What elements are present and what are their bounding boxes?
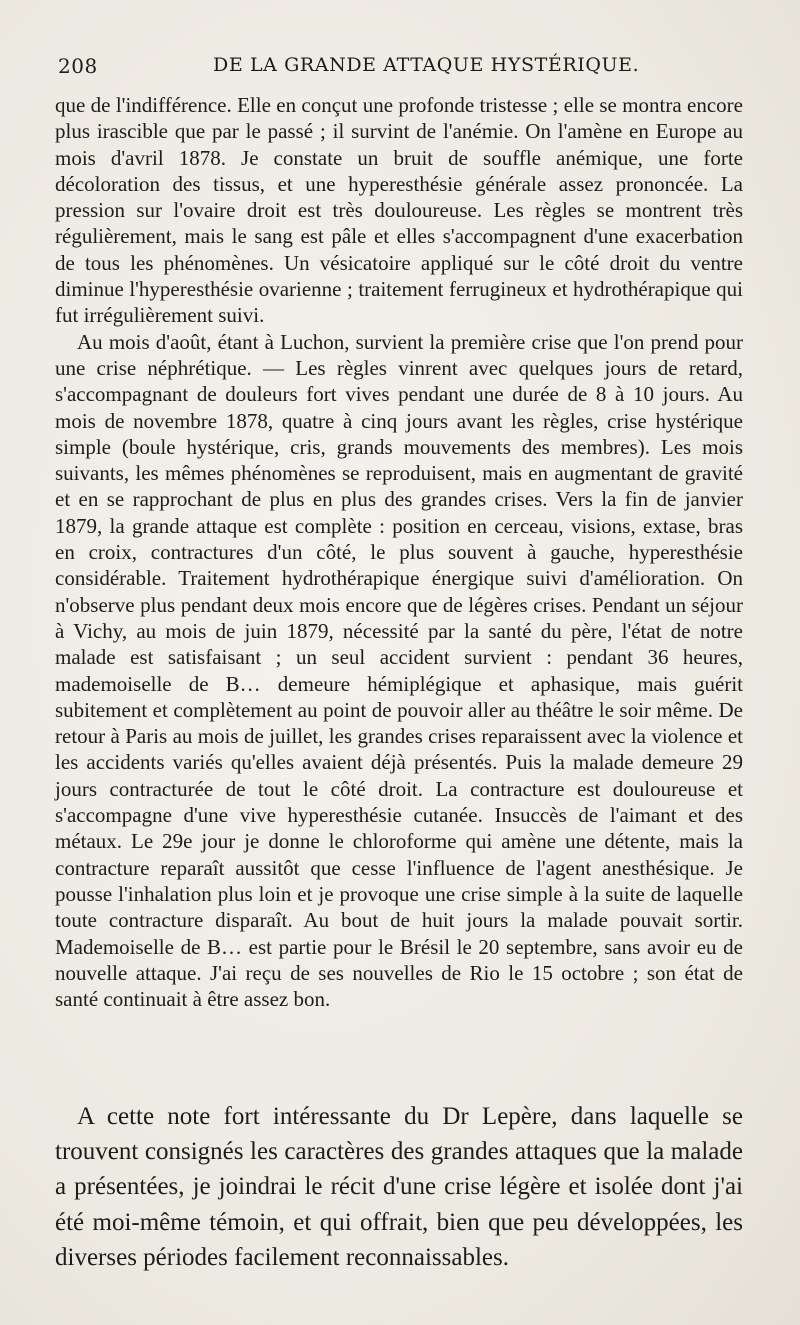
closing-paragraph: A cette note fort intéressante du Dr Lepère, dans laquelle se trouvent consignés les caractères des grandes attaques que la malade a présentées, je joindrai le récit d'une crise légère et isolée dont j'ai été moi-même témoin, et qui offrait, bien que peu développées, les diverses périodes facilement reconnaissables. [55,1103,743,1271]
page-number: 208 [58,54,98,78]
paragraph-luchon-crisis: Au mois d'août, étant à Luchon, survient la première crise que l'on prend pour une crise néphrétique. — Les règles vinrent avec quelques jours de retard, s'accompagnant de douleurs fort vives pendant une durée de 8 à 10 jours. Au mois de novembre 1878, quatre à cinq jours avant les règles, crise hystérique simple (boule hystérique, cris, grands mouvements des membres). Les mois suivants, les mêmes phénomènes se reproduisent, mais en augmentant de gravité et en se rapprochant de plus en plus des grandes crises. Vers la fin de janvier 1879, la grande attaque est complète : position en cerceau, visions, extase, bras en croix, contractures d'un côté, le plus souvent à gauche, hyperesthésie considérable. Traitement hydrothérapique énergique suivi d'amélioration. On n'observe plus pendant deux mois encore que de légères crises. Pendant un séjour à Vichy, au mois de juin 1879, nécessité par la santé du père, l'état de notre malade est satisfaisant ; un seul accident survient : pendant 36 heures, mademoiselle de B… demeure hémiplégique et aphasique, mais guérit subitement et complètement au point de pouvoir aller au théâtre le soir même. De retour à Paris au mois de juillet, les grandes crises reparaissent avec la violence et les accidents variés qu'elles avaient déjà présentés. Puis la malade demeure 29 jours contracturée de tout le côté droit. La contracture est douloureuse et s'accompagne d'une vive hyperesthésie cutanée. Insuccès de l'aimant et des métaux. Le 29e jour je donne le chloroforme qui amène une détente, mais la contracture reparaît aussitôt que cesse l'influence de l'agent anesthésique. Je pousse l'inhalation plus loin et je provoque une crise simple à la suite de laquelle toute contracture disparaît. Au bout de huit jours la malade pouvait sortir. Mademoiselle de B… est partie pour le Brésil le 20 septembre, sans avoir eu de nouvelle attaque. J'ai reçu de ses nouvelles de Rio le 15 octobre ; son état de santé continuait à être assez bon. [55,329,743,1012]
page-header [58,54,748,84]
case-report-text [55,92,743,1012]
closing-text [55,1099,743,1275]
paragraph-continued: que de l'indifférence. Elle en conçut une profonde tristesse ; elle se montra encore plus irascible que par le passé ; il survint de l'anémie. On l'amène en Europe au mois d'avril 1878. Je constate un bruit de souffle anémique, une forte décoloration des tissus, et une hyperesthésie générale assez prononcée. La pression sur l'ovaire droit est très douloureuse. Les règles se montrent très régulièrement, mais le sang est pâle et elles s'accompagnent d'une exacerbation de tous les phénomènes. Un vésicatoire appliqué sur le côté droit du ventre diminue l'hyperesthésie ovarienne ; traitement ferrugineux et hydrothérapique qui fut irrégulièrement suivi. [55,93,743,328]
running-title: DE LA GRANDE ATTAQUE HYSTÉRIQUE. [213,54,640,76]
